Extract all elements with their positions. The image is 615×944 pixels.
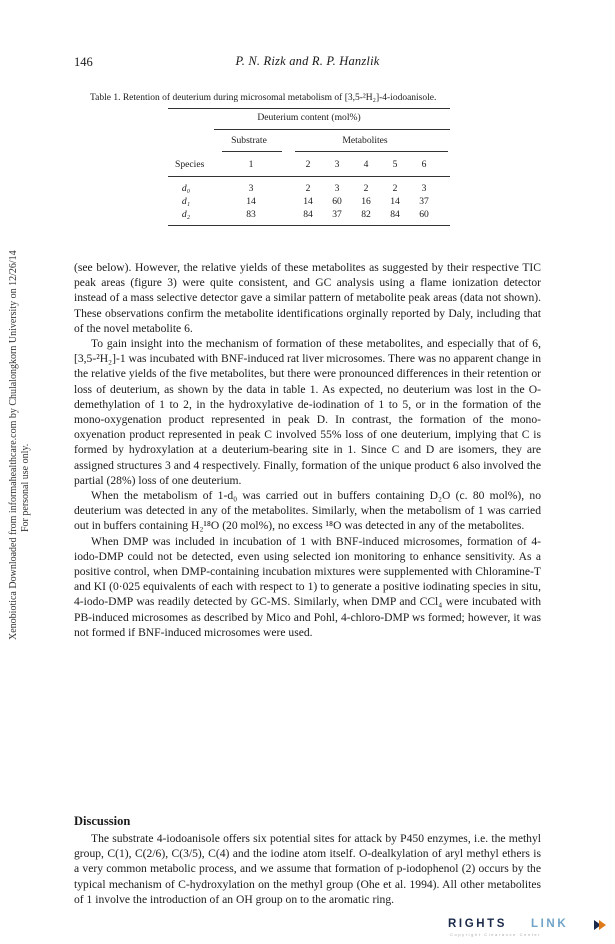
table-cell: 82 (361, 209, 371, 220)
table-cell: 37 (419, 196, 429, 207)
page-number: 146 (74, 55, 93, 69)
metabolites-label: Metabolites (342, 135, 388, 146)
column-header: 5 (392, 159, 398, 170)
column-header: 4 (363, 159, 369, 170)
substrate-rule (222, 151, 282, 152)
table-cell: 16 (361, 196, 371, 207)
rightslink-logo (448, 918, 608, 940)
spanner-rule (214, 129, 450, 130)
download-notice: Xenobiotica Downloaded from informahealthcare.com by Chulalongkorn University on 12/26/14 (8, 250, 19, 640)
table-cell: 60 (332, 196, 342, 207)
table-cell: 14 (246, 196, 256, 207)
column-header: 2 (305, 159, 311, 170)
substrate-label: Substrate (231, 135, 267, 146)
paragraph-5: The substrate 4-iodoanisole offers six potential sites for attack by P450 enzymes, i.e. the methyl group, C(1), C(2/6), C(3/5), C(4) and the iodine atom itself. O-dealkylation of aryl methyl ethers is a very common metabolic process, and we assume that formation of p-iodophenol (2) occurs by the typical mechanism of C-hydroxylation on the methyl group (Ohe et al. 1994). All other metabolites of 1 involve the introduction of an OH group on to the aromatic ring. (74, 832, 541, 906)
table-cell: 37 (332, 209, 342, 220)
species-cell: d₀ (181, 183, 191, 194)
running-title: P. N. Rizk and R. P. Hanzlik (235, 54, 380, 68)
paragraph-3: When the metabolism of 1-d₀ was carried out in buffers containing D₂O (c. 80 mol%), no deuterium was detected in any of the metabolites. Similarly, when the metabolism of 1 was carried out in buffers containing H₂¹⁸O (20 mol%), no excess ¹⁸O was detected in any of the metabolites. (74, 489, 541, 533)
species-cell: d₂ (181, 209, 191, 220)
discussion-text (74, 831, 541, 907)
table-cell: 3 (248, 183, 254, 194)
paragraph-2: To gain insight into the mechanism of formation of these metabolites, and especially that of 6, [3,5-²H₂]-1 was incubated with BNF-induced rat liver microsomes. There was no apparent change in the relative yields of the five metabolites, but there were pronounced differences in their retention or loss of deuterium, as shown by the data in table 1. As expected, no deuterium was lost in the O-demethylation of 1 to 2, in the hydroxylative de-iodination of 1 to 5, or in the formation of the mono-oxygenation product represented in peak D. In contrast, the formation of the mono-oxyenation product represented in peak C involved 55% loss of one deuterium, implying that C is formed by hydroxylation at a deuterium-bearing site in 1. Since C and D are isomers, they are assigned structures 3 and 4 respectively. Finally, formation of the unique product 6 also involved the partial (28%) loss of one deuterium. (74, 337, 541, 487)
table-top-rule (168, 108, 450, 109)
species-cell: d₁ (181, 196, 191, 207)
paragraph-1: (see below). However, the relative yields of these metabolites as suggested by their respective TIC peak areas (figure 3) were quite consistent, and GC analysis using a flame ionization detector instead of a mass selective detector gave a similar pattern of metabolite peak areas (data not shown). These observations confirm the metabolite identifications orginally reported by Daly, including that of the novel metabolite 6. (74, 261, 541, 335)
table-bottom-rule (168, 225, 450, 226)
table-cell: 2 (392, 183, 398, 194)
table-header-rule (168, 176, 450, 177)
logo-word-link: LINK (531, 918, 569, 930)
table-cell: 3 (421, 183, 427, 194)
table-cell: 84 (390, 209, 400, 220)
table-cell: 84 (303, 209, 313, 220)
table-cell: 3 (334, 183, 340, 194)
column-header: 1 (248, 159, 254, 170)
paragraph-4: When DMP was included in incubation of 1 with BNF-induced microsomes, formation of 4-iodo-DMP could not be detected, even using selected ion monitoring to enhance sensitivity. As a positive control, when DMP-containing incubation mixtures were supplemented with Chloramine-T and KI (0·025 equivalents of each with respect to 1) to generate a positive iodinating species in situ, 4-iodo-DMP was readily detected by GC-MS. Similarly, when DMP and CCl₄ were incubated with PB-induced microsomes as described by Mico and Pohl, 4-chloro-DMP ws formed; however, it was not formed if BNF-induced microsomes were used. (74, 534, 541, 639)
table-spanner: Deuterium content (mol%) (257, 112, 361, 123)
body-text (74, 260, 541, 640)
table-cell: 14 (390, 196, 400, 207)
table-cell: 83 (246, 209, 256, 220)
discussion-heading: Discussion (74, 814, 131, 828)
table-cell: 2 (305, 183, 311, 194)
personal-use-notice: For personal use only. (20, 443, 31, 532)
table-cell: 2 (363, 183, 369, 194)
logo-tagline: Copyright Clearance Center (450, 932, 542, 937)
table-cell: 60 (419, 209, 429, 220)
table-cell: 14 (303, 196, 313, 207)
logo-arrow-icon (593, 919, 607, 931)
column-header: 3 (334, 159, 340, 170)
logo-word-rights: RIGHTS (448, 918, 508, 930)
species-label: Species (175, 159, 205, 170)
table-caption: Table 1. Retention of deuterium during microsomal metabolism of [3,5-²H₂]-4-iodoanisole. (90, 93, 437, 103)
metabolites-rule (295, 151, 448, 152)
column-header: 6 (421, 159, 427, 170)
